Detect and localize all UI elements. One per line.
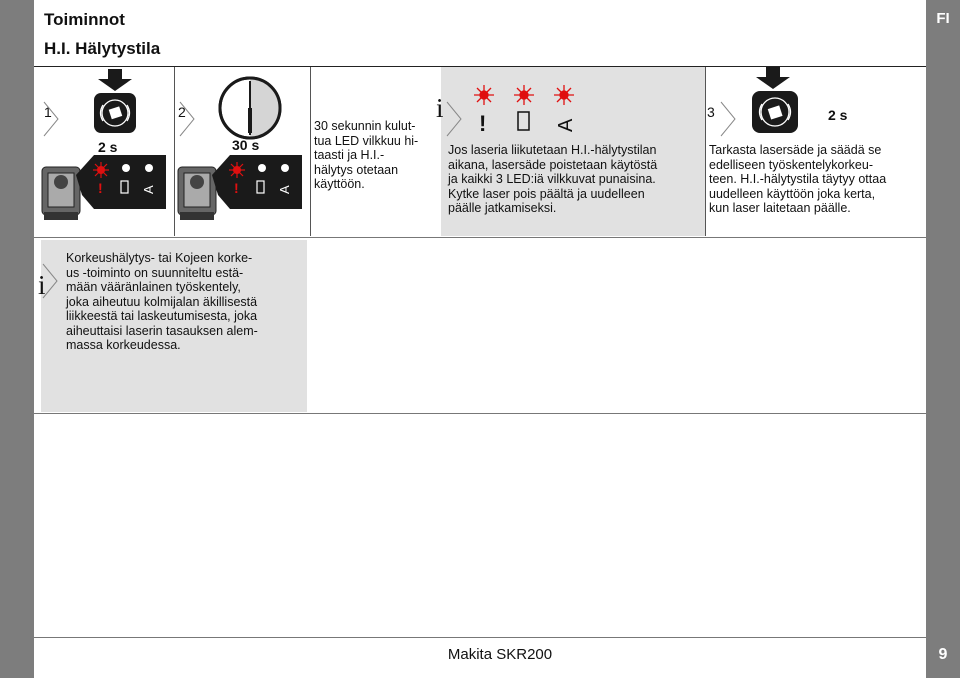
step-3-duration: 2 s [828,107,848,123]
step-3-number: 3 [707,104,715,120]
step-1-duration: 2 s [98,139,118,155]
clock-icon [220,78,280,138]
text-line: edelliseen työskentelykorkeu- [709,157,873,172]
row-rule-2 [34,413,926,414]
footer-rule [34,637,926,638]
led-red-starburst-icon [554,85,574,105]
footer-model: Makita SKR200 [447,646,553,663]
text-line: taasti ja H.I.- [314,148,385,162]
step-2-duration: 30 s [232,137,260,153]
text-line: aikana, lasersäde poistetaan käytöstä [448,157,658,172]
led-red-starburst-icon [93,162,109,178]
text-line: aiheuttaisi laserin tasauksen alem- [66,323,258,338]
svg-text:A: A [555,118,577,132]
left-margin-bar [0,0,34,678]
right-margin-bar [926,0,960,678]
page-number: 9 [938,646,948,663]
text-line: massa korkeudessa. [66,338,181,352]
text-line: hälytys otetaan [314,162,399,177]
language-tab: FI [936,10,950,27]
text-line: Kytke laser pois päältä ja uudelleen [448,186,645,201]
text-line: Korkeushälytys- tai Kojeen korke- [66,251,253,265]
step-2-number: 2 [178,104,186,120]
svg-text:!: ! [234,180,239,196]
text-line: teen. H.I.-hälytystila täytyy ottaa [709,172,887,186]
text-line: liikkeestä tai laskeutumisesta, joka [66,309,258,323]
svg-text:!: ! [98,180,103,196]
text-line: käyttöön. [314,177,365,191]
text-line: kun laser laitetaan päälle. [709,201,851,215]
text-line: mään vääränlainen työskentely, [66,280,241,294]
led-red-starburst-icon [474,85,494,105]
text-line: 30 sekunnin kulut- [314,119,416,133]
info-1-text [448,143,657,216]
led-warning-illustration [441,67,706,137]
text-line: tua LED vilkkuu hi- [314,133,419,148]
text-line: ja kaikki 3 LED:iä vilkkuvat punaisina. [448,172,656,186]
svg-text:!: ! [479,111,487,136]
text-line: joka aiheutuu kolmijalan äkillisestä [66,294,258,309]
row-rule-1 [34,237,926,238]
text-line: Jos laseria liikutetaan H.I.-hälytystilan [448,143,657,157]
info-2-text [66,251,258,353]
info-icon: i [436,93,444,123]
subsection-title: H.I. Hälytystila [44,39,161,58]
info-icon: i [38,270,46,300]
step-divider-2 [310,67,311,236]
step-1-number: 1 [44,104,52,120]
svg-text:A: A [277,185,292,194]
text-line: Tarkasta lasersäde ja säädä se [709,143,882,157]
svg-text:A: A [141,185,156,194]
section-title: Toiminnot [44,10,125,29]
step-3-text [709,143,886,216]
step-3-illustration [706,67,926,147]
text-line: uudelleen käyttöön joka kerta, [709,186,876,201]
text-line: päälle jatkamiseksi. [448,201,557,215]
step-2-text [314,119,418,192]
led-red-starburst-icon [229,162,245,178]
led-red-starburst-icon [514,85,534,105]
text-line: us -toiminto on suunniteltu estä- [66,265,244,280]
